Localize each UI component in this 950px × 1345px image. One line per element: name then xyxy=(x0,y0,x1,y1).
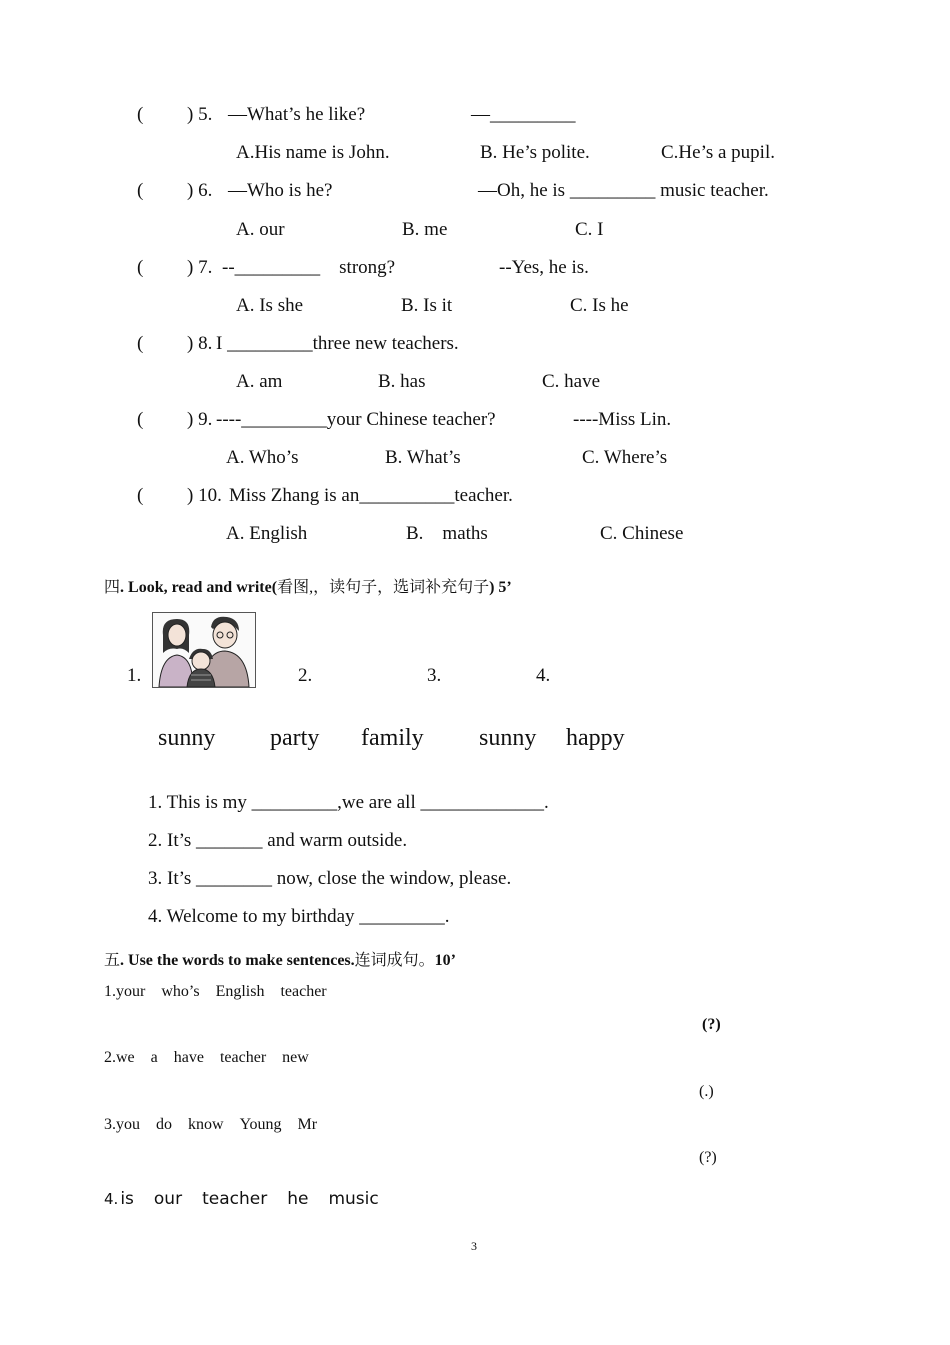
section-score: 10’ xyxy=(434,952,456,969)
order-item-4 xyxy=(104,1189,399,1209)
fill-sentence-1: 1. This is my _________,we are all _____________. xyxy=(148,792,549,813)
option-a: A. English xyxy=(226,523,308,544)
word: he xyxy=(287,1189,309,1209)
word: new xyxy=(282,1049,309,1066)
option-c: C. have xyxy=(542,371,601,392)
section-title-zh: 看图,，读句子，选词补充句子 xyxy=(277,579,490,596)
question-number: ) 7. xyxy=(187,257,213,278)
section-title-en: . Use the words to make sentences. xyxy=(120,952,355,969)
word: you xyxy=(116,1116,140,1133)
question-text: ----_________your Chinese teacher? xyxy=(216,409,496,430)
section-number: 四 xyxy=(104,579,121,596)
option-b: B. What’s xyxy=(385,447,461,468)
word: a xyxy=(150,1049,158,1066)
section-title-zh: 连词成句。 xyxy=(354,952,435,969)
item-number: 2. xyxy=(104,1049,116,1066)
word: teacher xyxy=(219,1049,267,1066)
question-number: ) 10. xyxy=(187,485,222,506)
word: is xyxy=(120,1189,134,1209)
option-a: A. Is she xyxy=(236,295,304,316)
item-number: 1. xyxy=(104,983,116,1000)
end-punctuation: (.) xyxy=(699,1083,714,1100)
order-item-3 xyxy=(104,1116,333,1134)
option-a: A. our xyxy=(236,219,285,240)
picture-label-4: 4. xyxy=(536,665,551,686)
option-a: A. am xyxy=(236,371,283,392)
option-b: B. Is it xyxy=(401,295,453,316)
section-5-heading xyxy=(104,947,456,970)
family-picture-icon xyxy=(152,612,256,688)
answer-paren-open[interactable]: ( xyxy=(137,409,144,430)
fill-sentence-3: 3. It’s ________ now, close the window, please. xyxy=(148,868,512,889)
fill-sentence-4: 4. Welcome to my birthday _________. xyxy=(148,906,450,927)
answer-paren-open[interactable]: ( xyxy=(137,485,144,506)
word: know xyxy=(188,1116,224,1133)
option-a: A.His name is John. xyxy=(236,142,390,163)
picture-label-1: 1. xyxy=(127,665,142,686)
word: Young xyxy=(239,1116,282,1133)
question-number: ) 9. xyxy=(187,409,213,430)
picture-label-2: 2. xyxy=(298,665,313,686)
option-b: B. has xyxy=(378,371,426,392)
picture-label-3: 3. xyxy=(427,665,442,686)
fill-sentence-2: 2. It’s _______ and warm outside. xyxy=(148,830,408,851)
option-c: C. Where’s xyxy=(582,447,668,468)
question-text: Miss Zhang is an__________teacher. xyxy=(229,485,513,506)
word: our xyxy=(153,1189,183,1209)
word: we xyxy=(116,1049,135,1066)
option-b: B. me xyxy=(402,219,448,240)
word: teacher xyxy=(202,1189,268,1209)
section-number: 五 xyxy=(104,952,121,969)
option-a: A. Who’s xyxy=(226,447,299,468)
option-b: B. He’s polite. xyxy=(480,142,590,163)
word-bank-item: sunny xyxy=(479,725,537,751)
end-punctuation: (?) xyxy=(699,1149,717,1166)
word: do xyxy=(156,1116,172,1133)
option-c: C.He’s a pupil. xyxy=(661,142,775,163)
word-bank-item: happy xyxy=(566,725,625,751)
order-item-1 xyxy=(104,983,343,1001)
section-4-heading xyxy=(104,574,512,597)
answer-paren-open[interactable]: ( xyxy=(137,333,144,354)
question-number: ) 6. xyxy=(187,180,213,201)
answer-paren-open[interactable]: ( xyxy=(137,257,144,278)
question-number: ) 5. xyxy=(187,104,213,125)
word: teacher xyxy=(280,983,327,1000)
word-bank-item: sunny xyxy=(158,725,216,751)
option-b: B. maths xyxy=(406,523,488,544)
question-number: ) 8. xyxy=(187,333,213,354)
end-punctuation: (?) xyxy=(702,1016,721,1033)
word: have xyxy=(173,1049,204,1066)
word: Mr xyxy=(297,1116,318,1133)
item-number: 4. xyxy=(104,1190,119,1208)
option-c: C. Chinese xyxy=(600,523,684,544)
word-bank-item: family xyxy=(361,725,424,751)
word-bank-item: party xyxy=(270,725,320,751)
question-text: —What’s he like? xyxy=(228,104,366,125)
option-c: C. Is he xyxy=(570,295,629,316)
item-number: 3. xyxy=(104,1116,116,1133)
word: your xyxy=(116,983,146,1000)
order-item-2 xyxy=(104,1049,325,1067)
question-text: —Who is he? xyxy=(228,180,333,201)
word: music xyxy=(328,1189,379,1209)
answer-text: ----Miss Lin. xyxy=(573,409,672,430)
question-text: --_________ strong? xyxy=(222,257,396,278)
section-title-en: . Look, read and write( xyxy=(120,579,278,596)
word: who’s xyxy=(161,983,200,1000)
answer-text: —Oh, he is _________ music teacher. xyxy=(478,180,769,201)
answer-text: --Yes, he is. xyxy=(499,257,589,278)
answer-paren-open[interactable]: ( xyxy=(137,104,144,125)
word: English xyxy=(215,983,265,1000)
option-c: C. I xyxy=(575,219,604,240)
answer-paren-open[interactable]: ( xyxy=(137,180,144,201)
question-text: I _________three new teachers. xyxy=(216,333,459,354)
answer-text: —_________ xyxy=(471,104,576,125)
section-score: ) 5’ xyxy=(489,579,512,596)
page-number: 3 xyxy=(471,1239,477,1253)
